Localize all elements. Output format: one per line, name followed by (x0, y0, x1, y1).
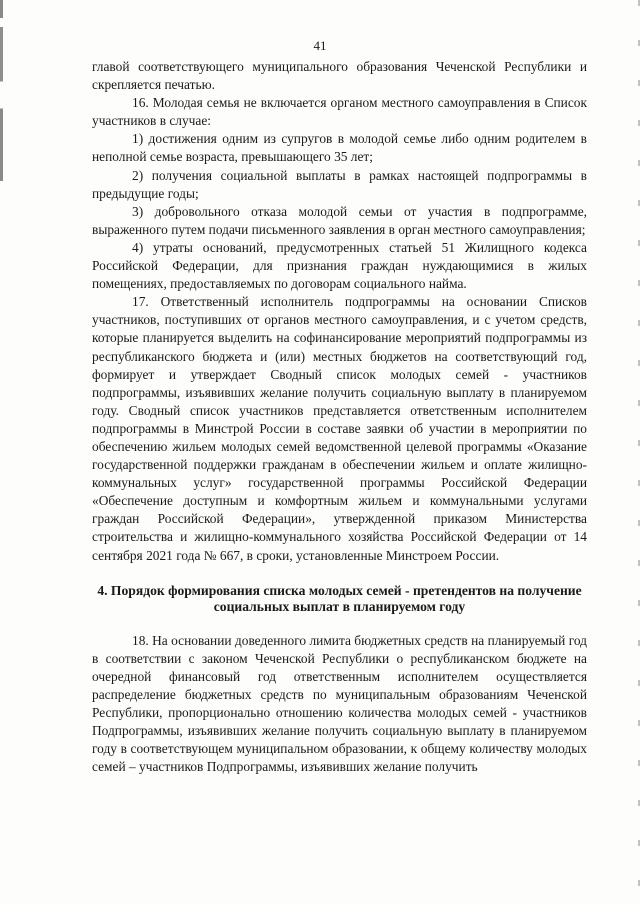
document-body (92, 58, 587, 776)
paragraph-16-item-1: 1) достижения одним из супругов в молодой семье либо одним родителем в неполной семье возраста, превышающего 35 лет; (92, 131, 587, 165)
paragraph-16-item-4: 4) утраты оснований, предусмотренных статьей 51 Жилищного кодекса Российской Федерации, для признания граждан нуждающимися в жилых помещениях, предоставляемых по договорам социального найма. (92, 239, 587, 292)
section-heading: 4. Порядок формирования списка молодых семей - претендентов на получение социальных выплат в планируемом году (97, 582, 582, 615)
paragraph-18: 18. На основании доведенного лимита бюджетных средств на планируемый год в соответствии с законом Чеченской Республики о республиканском бюджете на очередной финансовый год ответственным исполнителем осуществляется распределение бюджетных средств по муниципальным образованиям Чеченской Республики, пропорционально отношению количества молодых семей - участников Подпрограммы, изъявивших желание получить социальную выплату в планируемом году в соответствующем муниципальном образовании, к общему количеству молодых семей – участников Подпрограммы, изъявивших желание получить (92, 632, 587, 775)
paragraph-17: 17. Ответственный исполнитель подпрограммы на основании Списков участников, поступивших от органов местного самоуправления, и с учетом средств, которые планируется выделить на софинансирование мероприятий подпрограммы из республиканского бюджета и (или) местных бюджетов на соответствующий год, формирует и утверждает Сводный список молодых семей - участников подпрограммы, изъявивших желание получить социальную выплату в планируемом году. Сводный список участников представляется ответственным исполнителем подпрограммы в Минстрой России в составе заявки об участии в мероприятии по обеспечению жильем молодых семей ведомственной целевой программы «Оказание государственной поддержки гражданам в обеспечении жильем и оплате жилищно-коммунальных услуг» государственной программы Российской Федерации «Обеспечение доступным и комфортным жильем и коммунальными услугами граждан Российской Федерации», утвержденной приказом Министерства строительства и жилищно-коммунального хозяйства Российской Федерации от 14 сентября 2021 года № 667, в сроки, установленные Минстроем России. (92, 294, 587, 563)
page-number: 41 (313, 38, 327, 53)
paragraph-continuation: главой соответствующего муниципального образования Чеченской Республики и скрепляется печатью. (92, 59, 587, 93)
paragraph-16: 16. Молодая семья не включается органом местного самоуправления в Список участников в случае: (92, 95, 587, 129)
paragraph-16-item-3: 3) добровольного отказа молодой семьи от участия в подпрограмме, выраженного путем подачи письменного заявления в орган местного самоуправления; (92, 203, 587, 237)
paragraph-16-item-2: 2) получения социальной выплаты в рамках настоящей подпрограммы в предыдущие годы; (92, 167, 587, 201)
scan-edge-left (0, 0, 3, 905)
